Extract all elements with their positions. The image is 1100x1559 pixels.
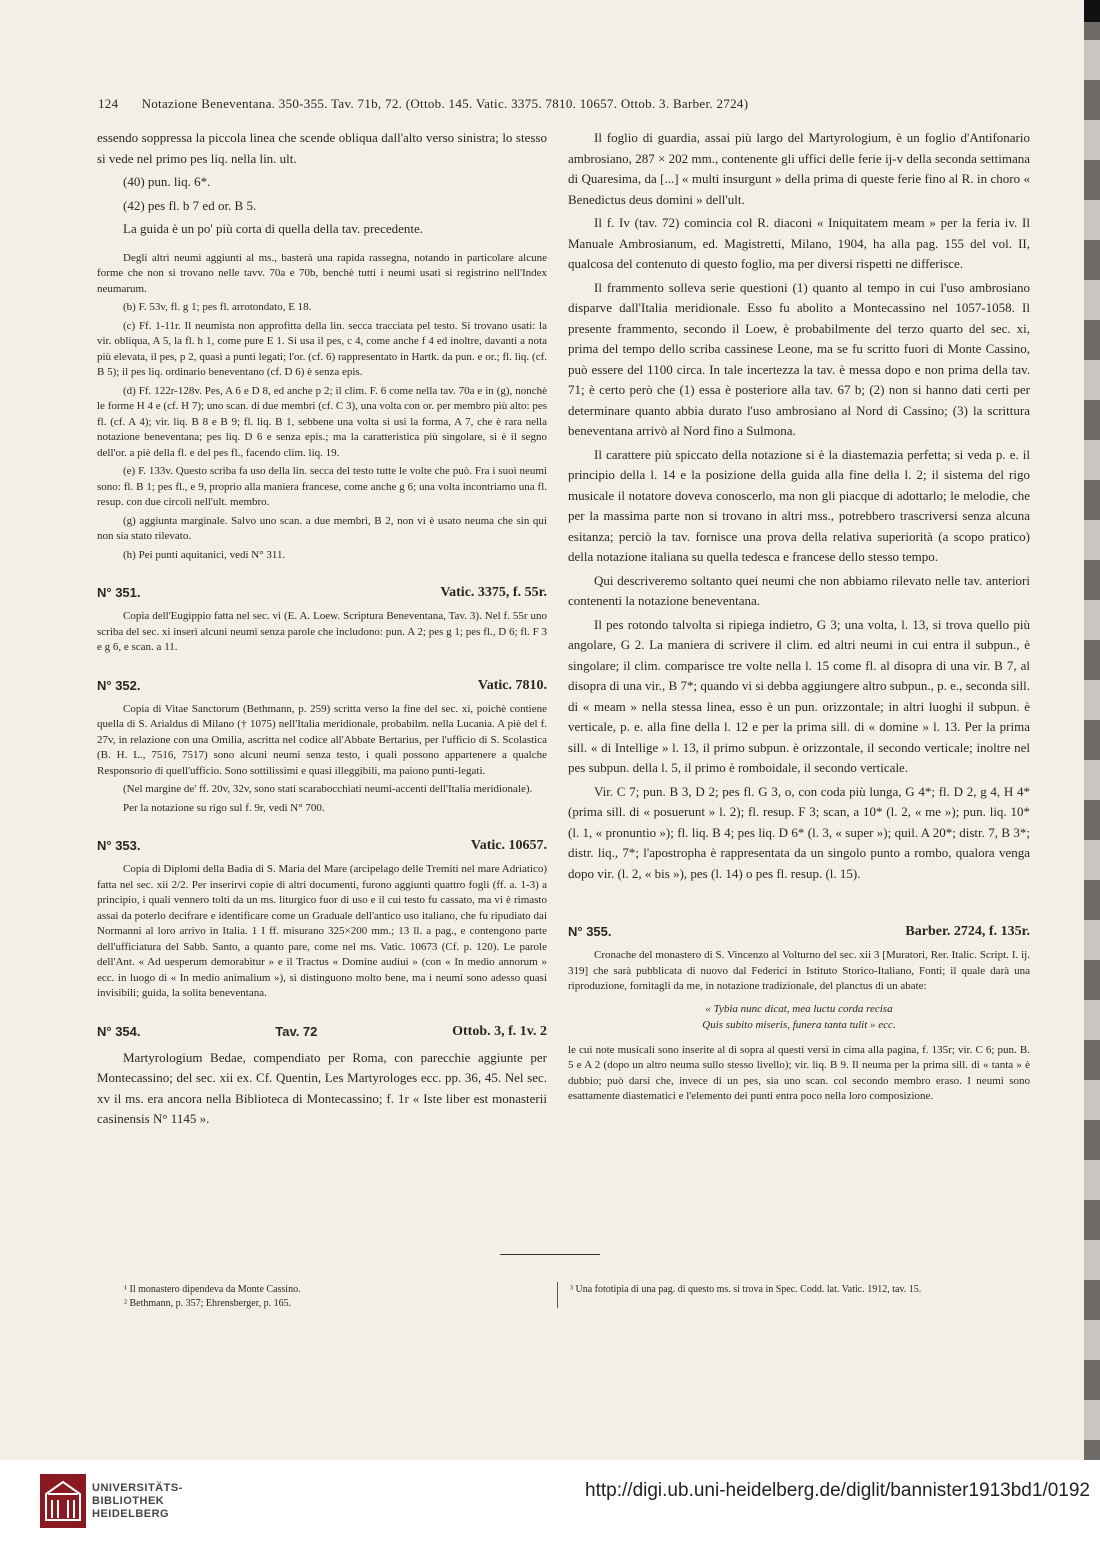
body-paragraph: Il carattere più spiccato della notazione si è la diastemazia perfetta; si veda p. e. il principio della l. 14 e la posizione della guida alla fine della l. 2; il sistema del rigo musicale il notatore doveva conoscerlo, ma non gli piacque di adottarlo; le melodie, che per la massima parte non si trovano in altri mss., potrebbero trascriversi senza alcuna esitanza; perciò la tav. fornisce una prova della relativa superiorità (a scopo pratico) della notazione italiana su quella tedesca e francese dello stesso tempo. [568, 446, 1030, 564]
entry-plate: Tav. 72 [275, 1023, 318, 1039]
left-column [97, 128, 547, 1133]
running-header [98, 96, 1028, 112]
entry-353-text: Copia di Diplomi della Badia di S. Maria del Mare (arcipelago delle Tremiti nel mare Adriatico) fatta nel sec. xii 2/2. Per inserirvi copie di altri documenti, furono aggiunti quattro fogli (ff. a. 1-3) a principio, i quali vennero tolti da un ms. liturgico fuor di uso e il cui testo fu cassato, ma vi è rimasto assai da poterlo decifrare e identificare come un Graduale dell'antico uso italiano, che fu ripudiato dai Normanni al loro arrivo in Italia. 1 I ff. misurano 325×200 mm.; 13 ll. a pag., e contengono parte dell'ufficiatura del Sabb. Santo, a quanto pare, come nel ms. Vatic. 10673 (Cf. p. 120). Le parole dell'Ant. « Ad uesperum demorabitur » e il Tractus « Domine audiui » (con « In medio annorum » ecc. in luogo di « In medio animalium »), si distinguono molto bene, ma i neumi sono adesso quasi invisibili; guida, la solita beneventana. [97, 863, 547, 999]
planctus-quote [568, 1001, 1030, 1033]
entry-351-heading [97, 585, 547, 601]
footnote-column-divider [557, 1282, 558, 1308]
entry-signature: Ottob. 3, f. 1v. 2 [452, 1023, 547, 1039]
footnote-separator [500, 1254, 600, 1255]
university-seal-icon [40, 1474, 86, 1528]
viewer-footer [0, 1460, 1100, 1559]
body-paragraph: Il foglio di guardia, assai più largo del Martyrologium, è un foglio d'Antifonario ambrosiano, 287 × 202 mm., contenente gli uffici delle ferie ij-v della seconda settimana di Quaresima, da [...] « multi insurgunt » della prima di queste ferie fino al R. in choro « Benedictus deus domini » dell'ult. [568, 130, 1030, 207]
entry-355-heading [568, 924, 1030, 940]
entry-number: N° 355. [568, 924, 612, 939]
entry-signature: Vatic. 7810. [477, 677, 547, 693]
permalink-url[interactable]: http://digi.ub.uni-heidelberg.de/diglit/bannister1913bd1/0192 [585, 1480, 1090, 1501]
footnotes-right [570, 1283, 1030, 1297]
entry-number: N° 354. [97, 1023, 141, 1039]
entry-355-text-2: le cui note musicali sono inserite al di sopra al questi versi in cima alla pagina, f. 135r; vir. C 6; pun. B. 5 e A 2 (dopo un altro neuma sullo stesso livello); vir. liq. B 9. Il neuma per la prima sill. di « tanta » è dubbio; può darsi che, invece di un pes, sia uno scan. col secondo membro eraso. I neumi sono esattamente diastematici e l'elemento dei punti entra poco nella loro composizione. [568, 1043, 1030, 1102]
page-number: 124 [98, 96, 119, 111]
footnote: ¹ Il monastero dipendeva da Monte Cassino. [124, 1284, 301, 1295]
body-paragraph: Il f. Iv (tav. 72) comincia col R. diaconi « Iniquitatem meam » per la feria iv. Il Manuale Ambrosianum, ed. Magistretti, Milano, 1904, ha alla pag. 155 del vol. II, qualcosa del contenuto di questo foglio, ma per diversi rispetti ne differisce. [568, 215, 1030, 271]
footnotes-left [124, 1283, 544, 1311]
institution-name: UNIVERSITÄTS- BIBLIOTHEK HEIDELBERG [92, 1482, 183, 1520]
note-paragraph: (g) aggiunta marginale. Salvo uno scan. a due membri, B 2, non vi è usato neuma che sin qui non sia stato rilevato. [97, 514, 547, 542]
entry-signature: Vatic. 3375, f. 55r. [440, 585, 547, 600]
entry-number: N° 351. [97, 585, 141, 600]
note-paragraph: (e) F. 133v. Questo scriba fa uso della lin. secca del testo tutte le volte che può. Fra i suoi neumi sono: fl. B 1; pes fl., e 9, proprio alla maniera francese, come anche g 6; una volta incontriamo una fl. resup. con due circoli nell'ult. membro. [97, 465, 547, 508]
body-paragraph: Il frammento solleva serie questioni (1) quanto al tempo in cui l'uso ambrosiano disparve dall'Italia meridionale. Esso fu abolito a Montecassino nel 1057-1058. Il presente frammento, secondo il Loew, è probabilmente del terzo quarto del sec. xi, prima del tempo dello scriba cassinese Leone, ma se fu scritto fuori di Monte Cassino, può essere del 1100 circa. In tale incertezza la tav. è messa dopo e non prima della tav. 71; è certo però che (1) essa è posteriore alla tav. 67 b; (2) non si hanno dati certi per determinare quanto abbia durato l'uso ambrosiano al Nord di Cassino; (3) la scrittura beneventana arrivò al Nord fino a Sulmona. [568, 279, 1030, 438]
entry-signature: Vatic. 10657. [470, 838, 547, 853]
entry-352-ref: Per la notazione su rigo sul f. 9r, vedi N° 700. [123, 801, 325, 814]
note-paragraph: (h) Pei punti aquitanici, vedi N° 311. [123, 548, 286, 561]
note-paragraph: (c) Ff. 1-11r. Il neumista non approfitta della lin. secca tracciata pel testo. Si trovano usati: la vir. obliqua, A 5, la fl. h 1, come pure E 1. Si usa il pes, c 4, come anche f 4 ed inoltre, davanti a nota più elevata, il pes, p 2, quasi a punti legati; l'or. (cf. 6) rappresentato in Hartk. da pun. e or.; fl. liq. (cf. B 5); il pes liq. ordinario beneventano (cf. D 6) è senza epis. [97, 319, 547, 378]
footnote: ³ Una fototipia di una pag. di questo ms. si trova in Spec. Codd. lat. Vatic. 1912, tav. 15. [570, 1284, 922, 1295]
entry-number: N° 352. [97, 677, 141, 693]
running-title: Notazione Beneventana. 350-355. Tav. 71b, 72. (Ottob. 145. Vatic. 3375. 7810. 10657. Ottob. 3. Barber. 2724) [141, 96, 749, 111]
intro-paragraph: essendo soppressa la piccola linea che scende obliqua dall'alto verso sinistra; lo stesso si vede nel primo pes liq. nella lin. ult. [97, 130, 547, 166]
entry-354-heading [97, 1024, 547, 1040]
note-paragraph: (d) Ff. 122r-128v. Pes, A 6 e D 8, ed anche p 2; il clim. F. 6 come nella tav. 70a e in (g), nonchè le forme H 4 e (cf. H 7); uno scan. di due membri (cf. C 3), una volta con or. per membro più alto: pes fl. (cf. A 4); vir. liq. B 8 e B 9; fl. liq. B 1, sebbene una volta si usi la forma, A 7, che è rara nella notazione beneventana; pes liq. D 6 e senza epis.; ma la caratteristica più singolare, si è il segno dell'or. a piè della fl. e del pes fl., facendo clim. liq. 19. [97, 384, 547, 459]
entry-352-heading [97, 678, 547, 694]
scale-ruler [1084, 0, 1100, 1460]
entry-351-text: Copia dell'Eugippio fatta nel sec. vi (E. A. Loew. Scriptura Beneventana, Tav. 3). Nel f. 55r uno scriba del sec. xi inserì alcuni neumi senza parole che includono: pun. A 2; pes g 1; pes fl., D 6; fl. F 3 e g 6, e scan. a 11. [97, 610, 547, 653]
body-paragraph: Il pes rotondo talvolta si ripiega indietro, G 3; una volta, l. 13, si trova quello più angolare, G 2. La maniera di scrivere il clim. ed altri neumi in cui entra il subpun., è singolare; il clim. comparisce tre volte nella l. 15 come fl. al disopra di una vir. B 7, al disopra di una vir., B 7*; quando vi si debba aggiungere altro subpun., p. e., seconda sill. di « meam » nella stessa linea, esso è un pun. orizzontale; in altri luoghi il subpun. è verticale, p. e. alla fine della l. 12 e per la prima sill. di « domine » l. 13. Per la prima sill. « di Intellige » l. 13, il primo subpun. è orizzontale, il secondo verticale; inoltre nel pes subpun. della l. 5, il primo è romboidale, il secondo verticale. [568, 616, 1030, 775]
entry-352-note: (Nel margine de' ff. 20v, 32v, sono stati scarabocchiati neumi-accenti dell'Italia meridionale). [123, 783, 533, 795]
entry-number: N° 353. [97, 838, 141, 853]
entry-355-text: Cronache del monastero di S. Vincenzo al Volturno del sec. xii 3 [Muratori, Rer. Italic. Script. I. ij. 319] che sarà pubblicata di nuovo dal Federici in Istituto Storico-Italiano, Fonti; il quale darà una riproduzione, fornitagli da me, in notazione tradizionale, del planctus di un abate: [568, 949, 1030, 992]
footnote: ² Bethmann, p. 357; Ehrensberger, p. 165. [124, 1298, 292, 1309]
entry-352-text: Copia di Vitae Sanctorum (Bethmann, p. 259) scritta verso la fine del sec. xi, poichè contiene quella di S. Arialdus di Milano († 1075) nell'Italia meridionale, probabilm. nella Lucania. A piè del f. 27v, in relazione con una Omilia, ascritta nel codice all'Abbate Bertarius, per l'ufficio di S. Scolastica (B. H. L., 7516, 7517) sono alcuni neumi senza testo, i quali possono appartenere a qualche Responsorio di quell'ufficio. Sono sottilissimi e quasi illeggibili, ma paiono punti-legati. [97, 702, 547, 777]
intro-line: (42) pes fl. b 7 ed or. B 5. [123, 197, 257, 213]
intro-line: (40) pun. liq. 6*. [123, 174, 211, 189]
entry-354-text: Martyrologium Bedae, compendiato per Roma, con parecchie aggiunte per Montecassino; del sec. xii ex. Cf. Quentin, Les Martyrologes ecc. pp. 36, 45. Nel sec. xv il ms. era ancora nella Biblioteca di Montecassino; f. 1r « Iste liber est monasterii casinensis N° 1145 ». [97, 1049, 547, 1126]
quote-line: « Tybia nunc dicat, mea luctu corda recisa [705, 1002, 893, 1015]
note-paragraph: (b) F. 53v, fl. g 1; pes fl. arrotondato, E 18. [123, 301, 312, 313]
note-paragraph: Degli altri neumi aggiunti al ms., basterà una rapida rassegna, notando in particolare alcune forme che non si trovano nelle tavv. 70a e 70b, benchè tutti i neumi usati si registrino nell'Index neumarum. [97, 251, 547, 295]
quote-line: Quis subito miseris, funera tanta tulit » ecc. [702, 1018, 896, 1031]
intro-line: La guida è un po' più corta di quella della tav. precedente. [123, 221, 424, 236]
entry-signature: Barber. 2724, f. 135r. [905, 924, 1030, 939]
body-paragraph: Vir. C 7; pun. B 3, D 2; pes fl. G 3, o, con coda più lunga, G 4*; fl. D 2, g 4, H 4* (prima sill. di « posuerunt » l. 2); fl. resup. F 3; scan, a 10* (l. 2, « me »); pun. liq. 10* (l. 1, « pronuntio »); fl. liq. B 4; pes liq. D 6* (l. 3, « super »); quil. A 20*; distr. 7, B 3*; distr. liq., 7*; l'apostropha è rappresentata da un singolo punto a rombo, qualora venga dopo vir. (l. 2, « bis »), pes (l. 14) o pes fl. resup. (l. 15). [568, 783, 1030, 881]
right-column [568, 128, 1030, 1108]
entry-353-heading [97, 838, 547, 854]
body-paragraph: Qui descriveremo soltanto quei neumi che non abbiamo rilevato nelle tav. anteriori contenenti la notazione beneventana. [568, 572, 1030, 608]
